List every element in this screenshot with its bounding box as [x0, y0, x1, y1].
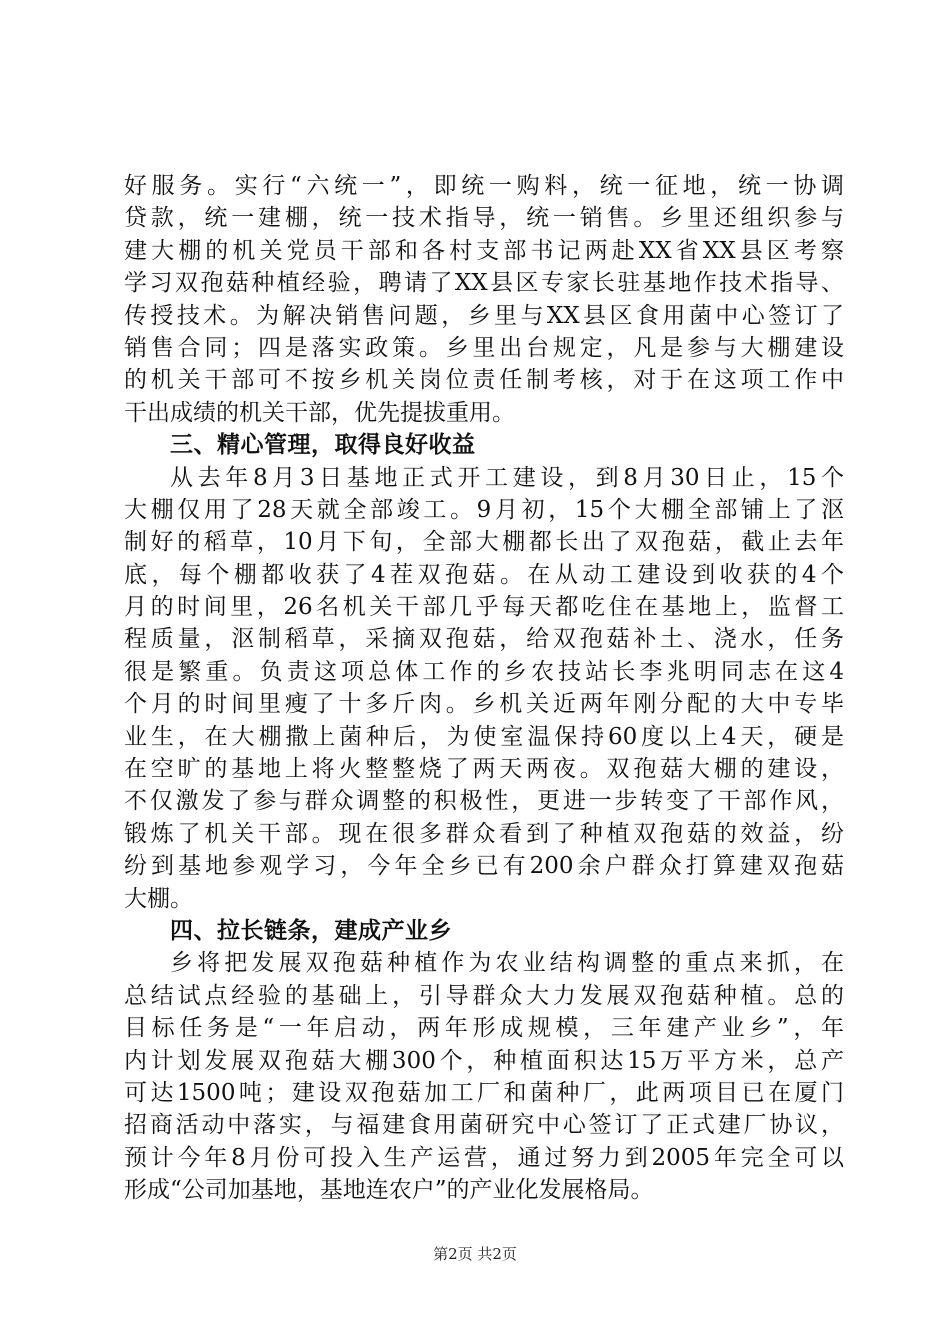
paragraph-line: 内计划发展双孢菇大棚300个，种植面积达15万平方米，总产: [124, 1047, 844, 1074]
paragraph-line: 纷到基地参观学习，今年全乡已有200余户群众打算建双孢菇: [124, 853, 844, 880]
paragraph-line: 贷款，统一建棚，统一技术指导，统一销售。乡里还组织参与: [124, 205, 844, 232]
paragraph-line: 很是繁重。负责这项总体工作的乡农技站长李兆明同志在这4: [124, 658, 844, 685]
paragraph-line: 招商活动中落实，与福建食用菌研究中心签订了正式建厂协议，: [124, 1112, 844, 1139]
paragraph-line: 总结试点经验的基础上，引导群众大力发展双孢菇种植。总的: [124, 982, 844, 1009]
section-heading: 四、拉长链条，建成产业乡: [170, 917, 452, 944]
section-heading: 三、精心管理，取得良好收益: [170, 432, 476, 459]
paragraph-line: 销售合同；四是落实政策。乡里出台规定，凡是参与大棚建设: [124, 334, 844, 361]
paragraph-line: 个月的时间里瘦了十多斤肉。乡机关近两年刚分配的大中专毕: [124, 691, 844, 718]
paragraph-line: 锻炼了机关干部。现在很多群众看到了种植双孢菇的效益，纷: [124, 820, 844, 847]
paragraph-line: 可达1500吨；建设双孢菇加工厂和菌种厂，此两项目已在厦门: [124, 1079, 844, 1106]
paragraph-line: 建大棚的机关党员干部和各村支部书记两赴XX省XX县区考察: [124, 237, 844, 264]
paragraph-line: 的机关干部可不按乡机关岗位责任制考核，对于在这项工作中: [124, 367, 844, 394]
paragraph-first-line: 乡将把发展双孢菇种植作为农业结构调整的重点来抓，在: [170, 950, 844, 977]
paragraph-line: 目标任务是“一年启动，两年形成规模，三年建产业乡”，年: [124, 1015, 844, 1042]
paragraph-line: 不仅激发了参与群众调整的积极性，更进一步转变了干部作风，: [124, 788, 844, 815]
paragraph-line: 月的时间里，26名机关干部几乎每天都吃住在基地上，监督工: [124, 594, 844, 621]
paragraph-line: 好服务。实行“六统一”，即统一购料，统一征地，统一协调: [124, 173, 844, 199]
paragraph-line: 学习双孢菇种植经验，聘请了XX县区专家长驻基地作技术指导、: [124, 270, 844, 297]
paragraph-line: 预计今年8月份可投入生产运营，通过努力到2005年完全可以: [124, 1144, 844, 1171]
paragraph-line: 传授技术。为解决销售问题，乡里与XX县区食用菌中心签订了: [124, 302, 844, 329]
page-footer: 第2页 共2页: [433, 1245, 517, 1263]
paragraph-last-line: 干出成绩的机关干部，优先提拔重用。: [124, 399, 515, 426]
paragraph-line: 底，每个棚都收获了4茬双孢菇。在从动工建设到收获的4个: [124, 561, 844, 588]
paragraph-line: 程质量，沤制稻草，采摘双孢菇，给双孢菇补土、浇水，任务: [124, 626, 844, 653]
paragraph-first-line: 从去年8月3日基地正式开工建设，到8月30日止，15个: [170, 464, 844, 491]
paragraph-line: 大棚仅用了28天就全部竣工。9月初，15个大棚全部铺上了沤: [124, 496, 844, 523]
paragraph-last-line: 形成“公司加基地，基地连农户”的产业化发展格局。: [124, 1177, 654, 1204]
paragraph-last-line: 大棚。: [124, 885, 193, 912]
paragraph-line: 在空旷的基地上将火整整烧了两天两夜。双孢菇大棚的建设，: [124, 756, 844, 783]
paragraph-line: 制好的稻草，10月下旬，全部大棚都长出了双孢菇，截止去年: [124, 529, 844, 556]
document-body: [124, 170, 844, 1207]
paragraph-line: 业生，在大棚撒上菌种后，为使室温保持60度以上4天，硬是: [124, 723, 844, 750]
